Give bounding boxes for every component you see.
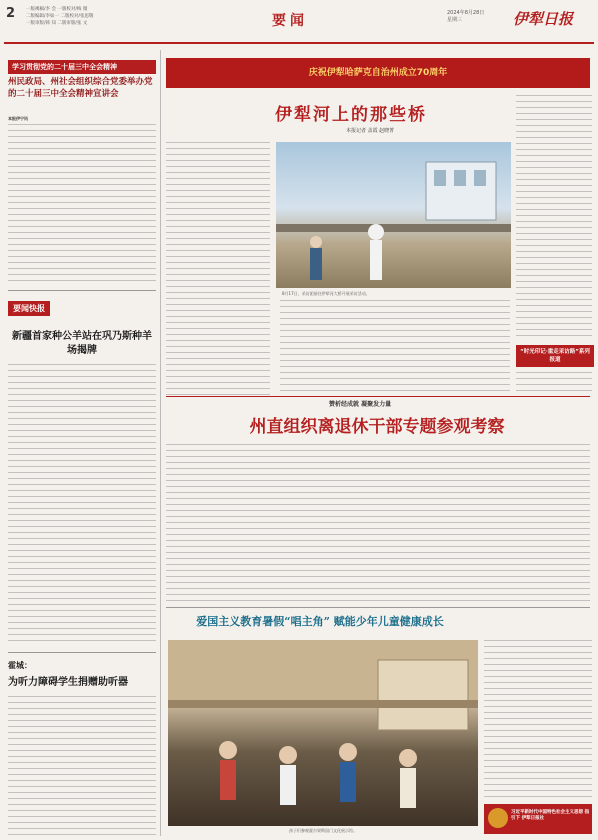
- dateline: 本报伊宁讯: [8, 116, 28, 121]
- headline-ram-station[interactable]: 新疆首家种公羊站在巩乃斯种羊场揭牌: [12, 331, 152, 356]
- bridge-photo[interactable]: [276, 142, 511, 288]
- column-tag-study: 学习贯彻党的二十届三中全会精神: [8, 60, 156, 74]
- credit-line: 一版褐稿/李 会 一版校对/梅 微: [26, 7, 88, 12]
- section-title: 要闻: [272, 13, 308, 29]
- subheadline-retirees: 赞析经成就 凝聚发力量: [329, 401, 392, 408]
- weekday-text: 星期三: [447, 17, 463, 23]
- article-body-text: [166, 142, 270, 398]
- article-body-text: [8, 364, 156, 644]
- divider: [166, 396, 590, 397]
- article-body-text: [516, 372, 592, 396]
- headline-patriotic-education[interactable]: 爱国主义教育暑假“唱主角” 赋能少年儿童健康成长: [196, 615, 444, 628]
- quick-news-tag: 要闻快报: [8, 301, 50, 316]
- series-tag: [516, 345, 594, 367]
- article-body-text: [484, 640, 592, 800]
- article-body-text: [166, 444, 590, 604]
- bridge-scene-illustration: [276, 142, 511, 288]
- credit-line: 一版审版/韩 知 二版审版/张 文: [26, 21, 88, 26]
- date-text: 2024年8月28日: [447, 10, 485, 16]
- column-divider: [160, 50, 161, 836]
- editor-credits: [26, 6, 216, 27]
- series-tag-label: “时光印记·重走采访路”系列报道: [516, 345, 594, 367]
- photo-caption-bridge: 8月17日，采访团前往伊犁河大桥开展采访活动。: [282, 291, 370, 296]
- headline-bridges[interactable]: 伊犁河上的那些桥: [275, 105, 427, 125]
- issue-date: [447, 10, 507, 24]
- byline: 本报记者 盖霞 赵晓菁: [346, 128, 395, 134]
- article-body-text: [280, 300, 510, 396]
- promo-banner-text: 习近平新时代中国特色社会主义思想 指引下 伊犁日报社: [511, 810, 590, 821]
- kicker-huocheng: 霍城：: [8, 660, 32, 670]
- headline-retirees[interactable]: 州直组织离退休干部专题参观考察: [249, 417, 505, 437]
- museum-scene-illustration: [168, 640, 478, 826]
- article-body-text: [8, 696, 156, 836]
- emblem-icon: [488, 808, 508, 828]
- newspaper-logo: 伊犁日报: [513, 10, 574, 28]
- quick-news-header: [8, 296, 156, 316]
- article-body-text: [8, 124, 156, 284]
- divider: [8, 290, 156, 291]
- anniversary-banner-title: 庆祝伊犁哈萨克自治州成立70周年: [308, 68, 448, 78]
- article-body-text: [516, 95, 592, 340]
- page-number: 2: [6, 6, 16, 21]
- museum-photo[interactable]: [168, 640, 478, 826]
- photo-caption-museum: 孩子们参观霍尔果斯国门文化展示馆。: [289, 828, 357, 833]
- divider: [166, 607, 590, 608]
- divider: [8, 652, 156, 653]
- credit-line: 二版编辑/李如一 二版校对/张思敬: [26, 14, 94, 19]
- headline-hearing-aids[interactable]: 为听力障碍学生捐赠助听器: [8, 677, 128, 688]
- headline-lecture[interactable]: 州民政局、州社会组织综合党委举办党的二十届三中全会精神宣讲会: [8, 77, 153, 99]
